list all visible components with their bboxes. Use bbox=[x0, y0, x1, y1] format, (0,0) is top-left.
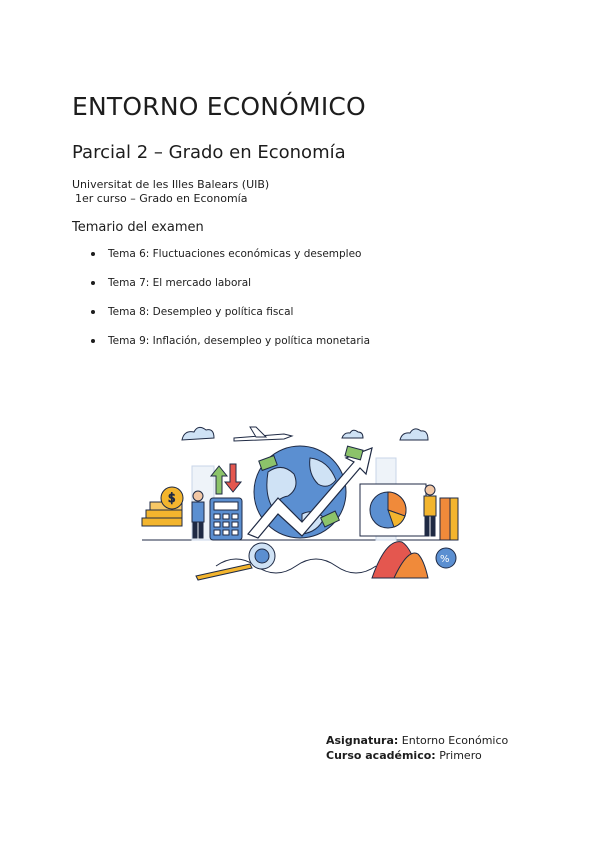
syllabus-topic: Tema 6: Fluctuaciones económicas y desempleo bbox=[90, 247, 370, 276]
calculator-icon bbox=[210, 498, 242, 540]
document-title: ENTORNO ECONÓMICO bbox=[72, 92, 366, 121]
subject-label: Asignatura: bbox=[326, 734, 399, 747]
syllabus-list bbox=[90, 247, 370, 363]
university-name: Universitat de les Illes Balears (UIB) bbox=[72, 178, 270, 191]
document-subtitle: Parcial 2 – Grado en Economía bbox=[72, 142, 346, 163]
syllabus-topic: Tema 9: Inflación, desempleo y política monetaria bbox=[90, 334, 370, 363]
institution-block bbox=[72, 178, 269, 206]
year-value: Primero bbox=[439, 749, 482, 762]
magnifier-icon bbox=[196, 543, 275, 580]
coin-stack-icon bbox=[142, 487, 183, 526]
subject-value: Entorno Económico bbox=[401, 734, 509, 747]
syllabus-topic: Tema 8: Desempleo y política fiscal bbox=[90, 305, 370, 334]
document-footer bbox=[326, 733, 508, 763]
up-down-arrows-icon bbox=[211, 464, 241, 494]
percent-badge-icon bbox=[436, 548, 456, 568]
cloud-icon bbox=[182, 427, 428, 440]
svg-text:$: $ bbox=[168, 491, 176, 505]
pie-chart-icon bbox=[360, 484, 426, 536]
syllabus-topic: Tema 7: El mercado laboral bbox=[90, 276, 370, 305]
airplane-icon bbox=[234, 427, 292, 441]
economy-illustration bbox=[132, 418, 468, 590]
year-label: Curso académico: bbox=[326, 749, 436, 762]
course-name: 1er curso – Grado en Economía bbox=[75, 192, 248, 205]
person-icon bbox=[424, 485, 436, 536]
percent-symbol: % bbox=[440, 554, 450, 565]
syllabus-heading: Temario del examen bbox=[72, 220, 204, 235]
